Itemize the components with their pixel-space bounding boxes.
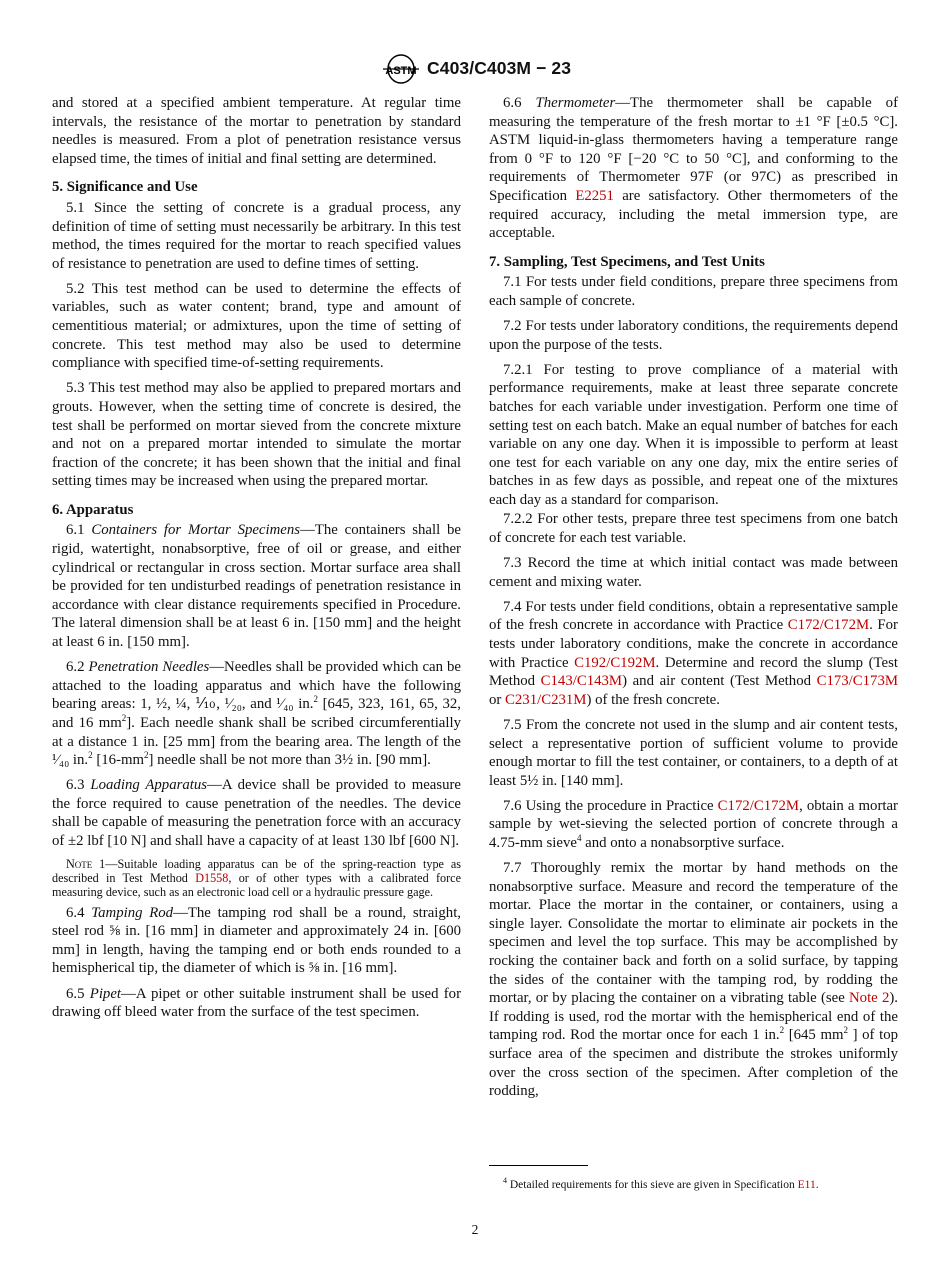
paragraph-6-2: 6.2 Penetration Needles—Needles shall be provided which can be attached to the loading apparatus and which have the following bearing areas: 1, ½, ¼, ⅒, ¹⁄₂₀, and ¹⁄₄₀ in.$^2$ [645, 323, 161, 65, 32, and 16 $mm^2$]. Each needle shank shall be scribed circumferentially at a distance 1 in. [25 mm] from the bearing area. The length of the ¹⁄₄₀ in.$^2$ $[16-mm^2]$ needle shall be not more than 3½ in. [90 mm]. (52, 659, 461, 769)
paragraph-5-1: 5.1 Since the setting of concrete is a gradual process, any definition of time of setting must necessarily be arbitrary. In this test method, the times required for the mortar to reach specified values of resistance to penetration are used to define times of setting. (52, 199, 461, 272)
right-column (489, 94, 898, 1107)
document-id: C403/C403M − 23 (427, 58, 572, 78)
paragraph-7-1: 7.1 For tests under field conditions, prepare three specimens from each sample of concrete. (489, 274, 898, 309)
link-c143[interactable]: C143/C143M (540, 673, 623, 690)
footnote-divider (489, 1165, 588, 1166)
section-heading: 7. Sampling, Test Specimens, and Test Units (489, 253, 765, 270)
link-e11[interactable]: E11 (797, 1179, 816, 1191)
paragraph-7-2: 7.2 For tests under laboratory conditions, the requirements depend upon the purpose of the tests. (489, 318, 898, 353)
page-header (0, 58, 950, 82)
link-d1558[interactable]: D1558 (195, 871, 229, 886)
astm-logo-icon (381, 53, 421, 85)
section-heading: 6. Apparatus (52, 501, 134, 518)
paragraph-7-2-1: 7.2.1 For testing to prove compliance of a material with performance requirements, make at least three separate concrete batches for each variable under investigation. Perform one time of setting test on each batch. Make an equal number of batches for each variable on any one day. When it is impossible to perform at least one test for each variable on any one day, mix the entire series of batches in as few days as possible, and repeat one of the mixtures each day as a standard for comparison. (489, 361, 898, 508)
paragraph-7-4: 7.4 For tests under field conditions, obtain a representative sample of the fresh concrete in accordance with Practice C172/C172M. For tests under laboratory conditions, make the concrete in accordance with Practice C192/C192M. Determine and record the slump (Test Method C143/C143M) and air content (Test Method C173/C173M or C231/C231M) of the fresh concrete. (489, 598, 899, 708)
paragraph-6-3: 6.3 Loading Apparatus—A device shall be provided to measure the force required to cause penetration of the needles. The device shall be capable of measuring the penetration force with an accuracy of ±2 lbf [10 N] and shall have a capacity of at least 130 lbf [600 N]. (52, 777, 461, 849)
link-e2251[interactable]: E2251 (575, 187, 614, 204)
paragraph-7-5: 7.5 From the concrete not used in the slump and air content tests, select a representative portion of sufficient volume to provide enough mortar to fill the test container, or containers, to a depth of at least 5½ in. [140 mm]. (489, 716, 898, 789)
paragraph-7-3: 7.3 Record the time at which initial contact was made between cement and mixing water. (489, 555, 898, 590)
page-number: 2 (471, 1222, 479, 1237)
logo-text: ASTM (385, 65, 417, 77)
link-c172[interactable]: C172/C172M (717, 797, 800, 814)
paragraph-6-4: 6.4 Tamping Rod—The tamping rod shall be a round, straight, steel rod ⅝ in. [16 mm] in diameter and approximately 24 in. [600 mm] in length, having the tamping end or both ends rounded to a hemispherical tip, the diameter of which is ⅝ in. [16 mm]. (52, 904, 462, 977)
link-c173[interactable]: C173/C173M (816, 673, 899, 690)
note-1: Note 1—Suitable loading apparatus can be of the spring-reaction type as described in Test Method D1558, or of other types with a calibrated force measuring device, such as an electronic load cell or a hydraulic pressure gage. (52, 857, 461, 900)
paragraph-7-2-2: 7.2.2 For other tests, prepare three test specimens from one batch of concrete for each test variable. (489, 511, 898, 547)
section-heading: 5. Significance and Use (52, 179, 198, 196)
link-c192[interactable]: C192/C192M (574, 654, 656, 671)
left-column (52, 94, 461, 1028)
paragraph: and stored at a specified ambient temperature. At regular time intervals, the resistance of the mortar to penetration by standard needles is measured. From a plot of penetration resistance versus elapsed time, the times of initial and final setting are determined. (52, 95, 461, 167)
paragraph-7-6: 7.6 Using the procedure in Practice C172/C172M, obtain a mortar sample by wet-sieving the selected portion of concrete through a 4.75-mm sieve$^4$ and onto a nonabsorptive surface. (489, 797, 898, 851)
paragraph-6-6: 6.6 Thermometer—The thermometer shall be capable of measuring the temperature of the fresh mortar to ±1 °F [±0.5 °C]. ASTM liquid-in-glass thermometers having a temperature range from 0 °F to 120 °F [−20 °C to 50 °C], and conforming to the requirements of Thermometer 97F (or 97C) as prescribed in Specification E2251 are satisfactory. Other thermometers of the required accuracy, including the metal immersion type, are acceptable. (489, 95, 899, 242)
paragraph-7-7: 7.7 Thoroughly remix the mortar by hand methods on the nonabsorptive surface. Measure and record the temperature of the mortar. Place the mortar in the container, or containers, using a single layer. Consolidate the mortar to eliminate air pockets in the specimen and level the top surface. This may be accomplished by rocking the container back and forth on a solid surface, by tapping the sides of the container with the tamping rod, by rodding the mortar, or by placing the container on a vibrating table (see Note 2). If rodding is used, rod the mortar with the hemispherical end of the tamping rod. Rod the mortar once for each 1 in.$^2$ [645 $mm^2$ ] of top surface area of the specimen and distribute the strokes uniformly over the cross section of the specimen. After completion of the rodding, (489, 860, 898, 1100)
footnote-4: $^4$ Detailed requirements for this sieve are given in Specification E11. (503, 1176, 819, 1191)
paragraph-5-2: 5.2 This test method can be used to determine the effects of variables, such as water content; brand, type and amount of cementitious material; or admixtures, upon the time of setting of concrete. This test method may also be used to determine compliance with specified time-of-setting requirements. (52, 280, 461, 372)
paragraph-6-5: 6.5 Pipet—A pipet or other suitable instrument shall be used for drawing off bleed water from the surface of the test specimen. (52, 985, 461, 1021)
link-note-2[interactable]: Note 2 (848, 990, 890, 1007)
paragraph-5-3: 5.3 This test method may also be applied to prepared mortars and grouts. However, when the setting time of concrete is desired, the test shall be performed on mortar sieved from the concrete mixture and not on a prepared mortar intended to simulate the mortar fraction of the concrete; it has been shown that the initial and final setting times may be increased when using the prepared mortar. (52, 380, 461, 490)
link-c172[interactable]: C172/C172M (787, 617, 870, 634)
paragraph-6-1: 6.1 Containers for Mortar Specimens—The containers shall be rigid, watertight, nonabsorptive, free of oil or grease, and either cylindrical or rectangular in cross section. Mortar surface area shall be provided for ten undisturbed readings of penetration resistance in accordance with clear distance requirements specified in Procedure. The lateral dimension shall be at least 6 in. [150 mm] and the height at least 6 in. [150 mm]. (52, 522, 462, 651)
link-c231[interactable]: C231/C231M (505, 691, 587, 708)
